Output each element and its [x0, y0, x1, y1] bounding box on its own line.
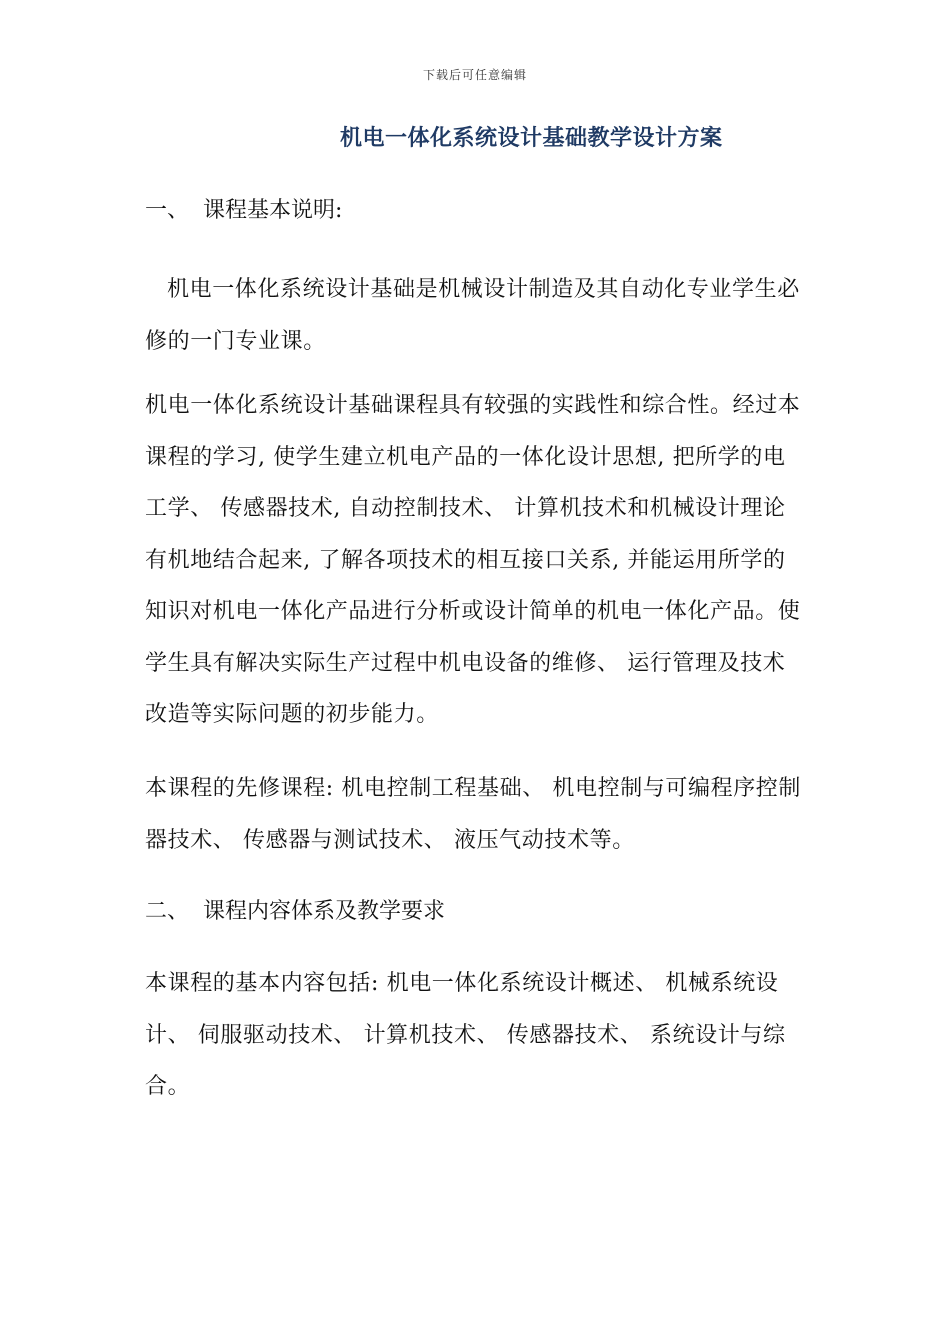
document-title: 机电一体化系统设计基础教学设计方案: [340, 125, 723, 151]
paragraph-intro: 机电一体化系统设计基础是机械设计制造及其自动化专业学生必修的一门专业课。: [145, 277, 800, 354]
paragraph-course-description: 机电一体化系统设计基础课程具有较强的实践性和综合性。经过本课程的学习, 使学生建立机电产品的一体化设计思想, 把所学的电工学、 传感器技术, 自动控制技术、 计算机技术和机械设计理论有机地结合起来, 了解各项技术的相互接口关系, 并能运用所学的知识对机电一体化产品进行分析或设计简单的机电一体化产品。使学生具有解决实际生产过程中机电设备的维修、 运行管理及技术改造等实际问题的初步能力。: [145, 393, 801, 727]
section-heading-text: 课程内容体系及教学要求: [203, 899, 446, 924]
paragraph-prerequisites: 本课程的先修课程: 机电控制工程基础、 机电控制与可编程序控制器技术、 传感器与测试技术、 液压气动技术等。: [145, 776, 802, 853]
section-number: 二、: [145, 899, 190, 924]
paragraph-course-content: 本课程的基本内容包括: 机电一体化系统设计概述、 机械系统设计、 伺服驱动技术、 计算机技术、 传感器技术、 系统设计与综合。: [145, 971, 786, 1099]
section-heading-text: 课程基本说明:: [203, 198, 343, 223]
section-number: 一、: [145, 198, 190, 223]
section-heading-1: [145, 195, 342, 227]
section-heading-2: [145, 896, 445, 928]
header-note: 下载后可任意编辑: [422, 68, 527, 82]
